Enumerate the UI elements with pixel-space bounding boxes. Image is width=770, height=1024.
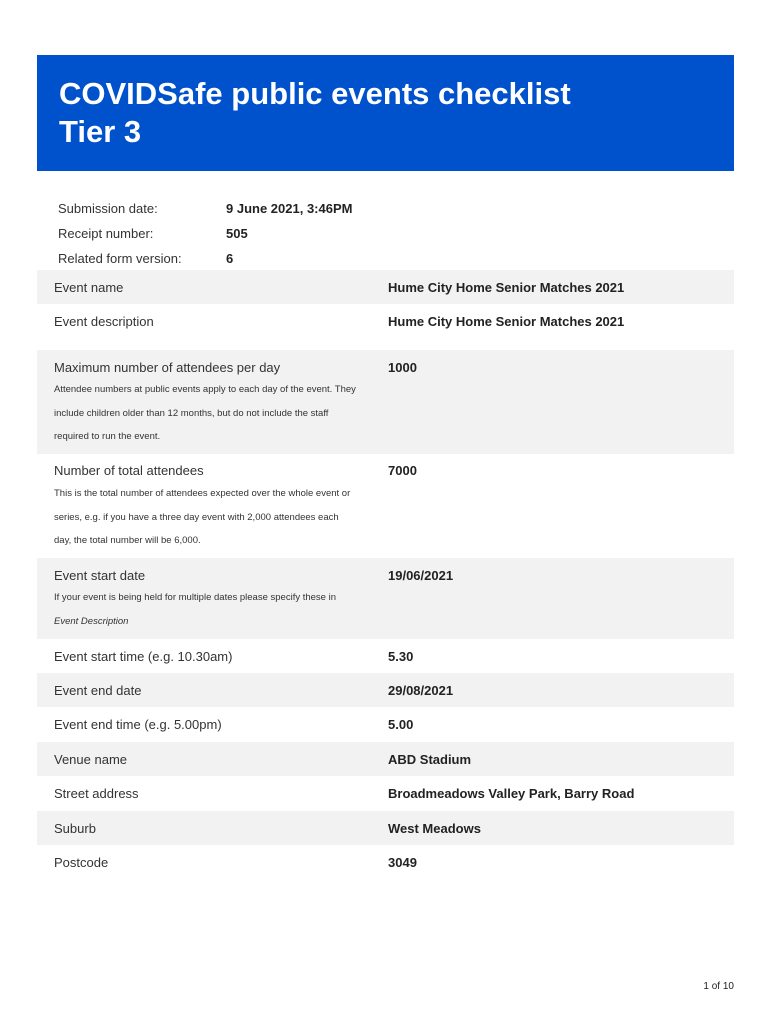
field-value: ABD Stadium bbox=[388, 752, 472, 767]
help-line-emphasis: Event Description bbox=[54, 615, 129, 627]
field-help-text bbox=[54, 586, 399, 633]
document-title-line-2: Tier 3 bbox=[59, 114, 142, 149]
help-line-italic bbox=[54, 610, 399, 634]
form-fields bbox=[37, 270, 734, 879]
field-label: Event name bbox=[54, 280, 124, 295]
field-label: Event start date bbox=[54, 568, 146, 583]
field-event-end-time bbox=[37, 707, 734, 742]
field-event-start-time bbox=[37, 639, 734, 673]
help-line: If your event is being held for multiple dates please specify these in bbox=[54, 592, 336, 603]
field-label: Maximum number of attendees per day bbox=[54, 360, 281, 375]
field-event-end-date bbox=[37, 673, 734, 707]
field-label: Suburb bbox=[54, 821, 96, 836]
receipt-number-label: Receipt number: bbox=[58, 226, 154, 241]
help-line: This is the total number of attendees expected over the whole event or bbox=[54, 488, 351, 499]
field-total-attendees bbox=[37, 454, 734, 558]
field-label: Venue name bbox=[54, 752, 128, 767]
field-venue-name bbox=[37, 742, 734, 776]
help-line: day, the total number will be 6,000. bbox=[54, 535, 201, 546]
field-value: 3049 bbox=[388, 855, 417, 870]
field-value: West Meadows bbox=[388, 821, 481, 836]
form-version-row bbox=[58, 246, 718, 271]
field-help-text bbox=[54, 482, 399, 553]
field-label: Event end time (e.g. 5.00pm) bbox=[54, 717, 222, 732]
document-title bbox=[59, 75, 712, 151]
field-label: Street address bbox=[54, 786, 139, 801]
help-line: required to run the event. bbox=[54, 431, 161, 442]
field-max-attendees bbox=[37, 350, 734, 454]
field-label: Postcode bbox=[54, 855, 109, 870]
field-value: 19/06/2021 bbox=[388, 568, 454, 583]
submission-date-value: 9 June 2021, 3:46PM bbox=[226, 201, 353, 216]
field-event-description bbox=[37, 304, 734, 350]
help-line: Attendee numbers at public events apply to each day of the event. They bbox=[54, 384, 356, 395]
field-label: Event description bbox=[54, 314, 154, 329]
field-postcode bbox=[37, 845, 734, 879]
field-label: Event start time (e.g. 10.30am) bbox=[54, 649, 233, 664]
submission-meta bbox=[58, 196, 718, 271]
field-event-name bbox=[37, 270, 734, 304]
help-line: series, e.g. if you have a three day event with 2,000 attendees each bbox=[54, 511, 339, 523]
field-value: Hume City Home Senior Matches 2021 bbox=[388, 314, 625, 329]
field-help-text bbox=[54, 378, 399, 449]
form-version-label: Related form version: bbox=[58, 251, 182, 266]
field-value: 29/08/2021 bbox=[388, 683, 454, 698]
field-label: Number of total attendees bbox=[54, 463, 204, 478]
field-street-address bbox=[37, 776, 734, 811]
field-value: 7000 bbox=[388, 463, 417, 478]
submission-date-label: Submission date: bbox=[58, 201, 158, 216]
receipt-number-row bbox=[58, 221, 718, 246]
form-version-value: 6 bbox=[226, 251, 234, 266]
field-value: 1000 bbox=[388, 360, 417, 375]
field-value: Broadmeadows Valley Park, Barry Road bbox=[388, 786, 635, 801]
document-header bbox=[37, 55, 734, 171]
field-label: Event end date bbox=[54, 683, 142, 698]
submission-date-row bbox=[58, 196, 718, 221]
field-event-start-date bbox=[37, 558, 734, 639]
help-line: include children older than 12 months, but do not include the staff bbox=[54, 407, 329, 419]
receipt-number-value: 505 bbox=[226, 226, 248, 241]
document-title-line-1: COVIDSafe public events checklist bbox=[59, 76, 571, 111]
field-value: 5.00 bbox=[388, 717, 414, 732]
field-value: Hume City Home Senior Matches 2021 bbox=[388, 280, 625, 295]
field-suburb bbox=[37, 811, 734, 845]
field-value: 5.30 bbox=[388, 649, 414, 664]
page-number: 1 of 10 bbox=[703, 981, 734, 992]
